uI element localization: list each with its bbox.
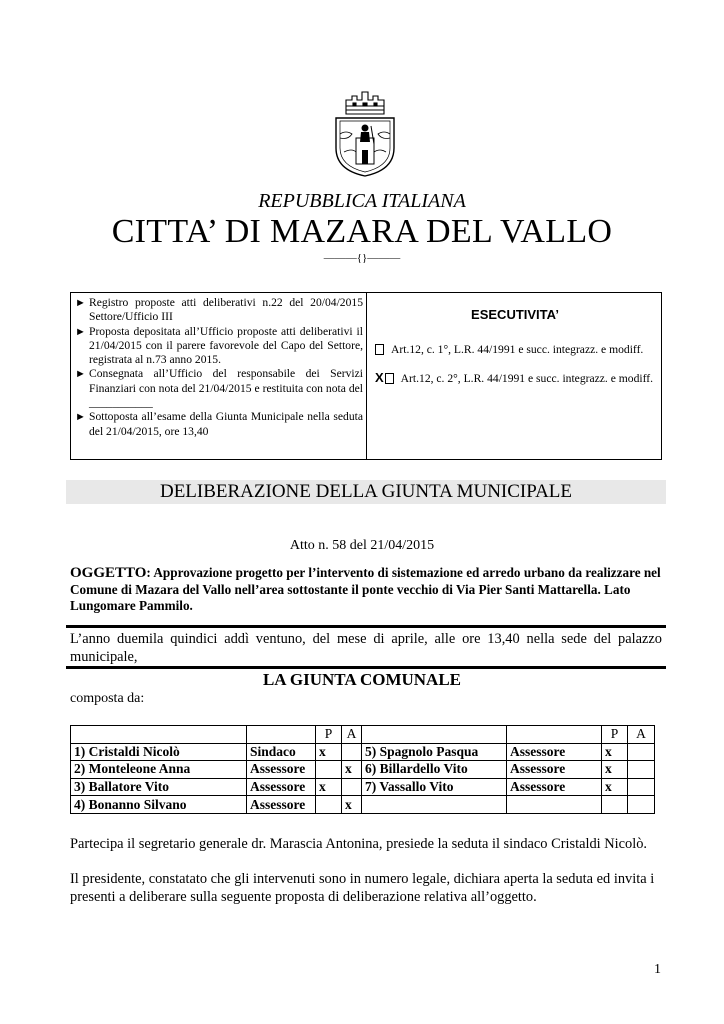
triangle-bullet-icon: ► xyxy=(75,325,86,338)
deliberation-banner: DELIBERAZIONE DELLA GIUNTA MUNICIPALE xyxy=(66,480,666,504)
triangle-bullet-icon: ► xyxy=(75,297,86,309)
page-number: 1 xyxy=(654,962,661,977)
composed-by-label: composta da: xyxy=(70,691,145,706)
table-row: 1) Cristaldi Nicolò Sindaco x 5) Spagnolo Pasqua Assessore x xyxy=(71,743,655,761)
absent-header: A xyxy=(628,726,655,744)
session-date-text: L’anno duemila quindici addì ventuno, del mese di aprile, alle ore 13,40 nella sede del palazzo municipale, xyxy=(70,631,662,665)
table-header-row xyxy=(71,726,655,744)
esecutivita-title: ESECUTIVITA’ xyxy=(471,307,559,322)
registry-item: ► Registro proposte atti deliberativi n.22 del 20/04/2015 Settore/Ufficio III xyxy=(75,296,363,324)
city-title: CITTA’ DI MAZARA DEL VALLO xyxy=(111,213,613,250)
registry-column xyxy=(71,293,367,459)
esecutivita-option-2: X Art.12, c. 2°, L.R. 44/1991 e succ. integrazz. e modiff. xyxy=(375,370,654,385)
title-divider: ———{}——— xyxy=(323,252,401,264)
subject-label: OGGETTO xyxy=(70,565,147,581)
subject-text: Approvazione progetto per l’intervento di sistemazione ed arredo urbano da realizzare nel Comune di Mazara del Vallo nell’area sottostante il ponte vecchio di Via Pier Santi Mattarella. Lato Lungomare Pammilo. xyxy=(70,565,661,613)
checkbox-empty-icon xyxy=(375,344,384,355)
present-header: P xyxy=(316,726,342,744)
table-row: 3) Ballatore Vito Assessore x 7) Vassallo Vito Assessore x xyxy=(71,778,655,796)
act-number: Atto n. 58 del 21/04/2015 xyxy=(289,538,435,553)
horizontal-rule xyxy=(66,625,666,628)
horizontal-rule xyxy=(66,666,666,669)
registry-item: ► Consegnata all’Ufficio del responsabile dei Servizi Finanziari con nota del 21/04/2015 e restituita con nota del ___________ xyxy=(75,367,363,410)
registry-box xyxy=(70,292,662,460)
republic-heading: REPUBBLICA ITALIANA xyxy=(258,190,466,212)
triangle-bullet-icon: ► xyxy=(75,368,86,381)
triangle-bullet-icon: ► xyxy=(75,411,86,424)
esecutivita-column xyxy=(367,293,661,465)
city-crest-emblem xyxy=(326,86,404,178)
checkbox-empty-icon xyxy=(385,373,394,384)
giunta-heading: LA GIUNTA COMUNALE xyxy=(262,670,462,689)
secretary-paragraph: Partecipa il segretario generale dr. Marascia Antonina, presiede la seduta il sindaco Cristaldi Nicolò. xyxy=(70,836,648,852)
present-header: P xyxy=(602,726,628,744)
table-row: 4) Bonanno Silvano Assessore x xyxy=(71,796,655,814)
registry-item: ► Proposta depositata all’Ufficio proposte atti deliberativi il 21/04/2015 con il parere favorevole del Capo del Settore, registrata al n.73 anno 2015. xyxy=(75,324,363,367)
president-paragraph: Il presidente, constatato che gli intervenuti sono in numero legale, dichiara aperta la seduta ed invita i presenti a deliberare sulla seguente proposta di deliberazione relativa all’oggetto. xyxy=(70,871,655,905)
subject-paragraph: OGGETTO: Approvazione progetto per l’intervento di sistemazione ed arredo urbano da realizzare nel Comune di Mazara del Vallo nell’area sottostante il ponte vecchio di Via Pier Santi Mattarella. Lato Lungomare Pammilo. xyxy=(70,565,661,613)
registry-item: ► Sottoposta all’esame della Giunta Municipale nella seduta del 21/04/2015, ore 13,40 xyxy=(75,410,363,438)
esecutivita-option-1: Art.12, c. 1°, L.R. 44/1991 e succ. integrazz. e modiff. xyxy=(375,342,655,357)
absent-header: A xyxy=(342,726,362,744)
table-row: 2) Monteleone Anna Assessore x 6) Billardello Vito Assessore x xyxy=(71,761,655,779)
x-mark: X xyxy=(375,370,384,385)
attendance-table xyxy=(70,725,655,814)
